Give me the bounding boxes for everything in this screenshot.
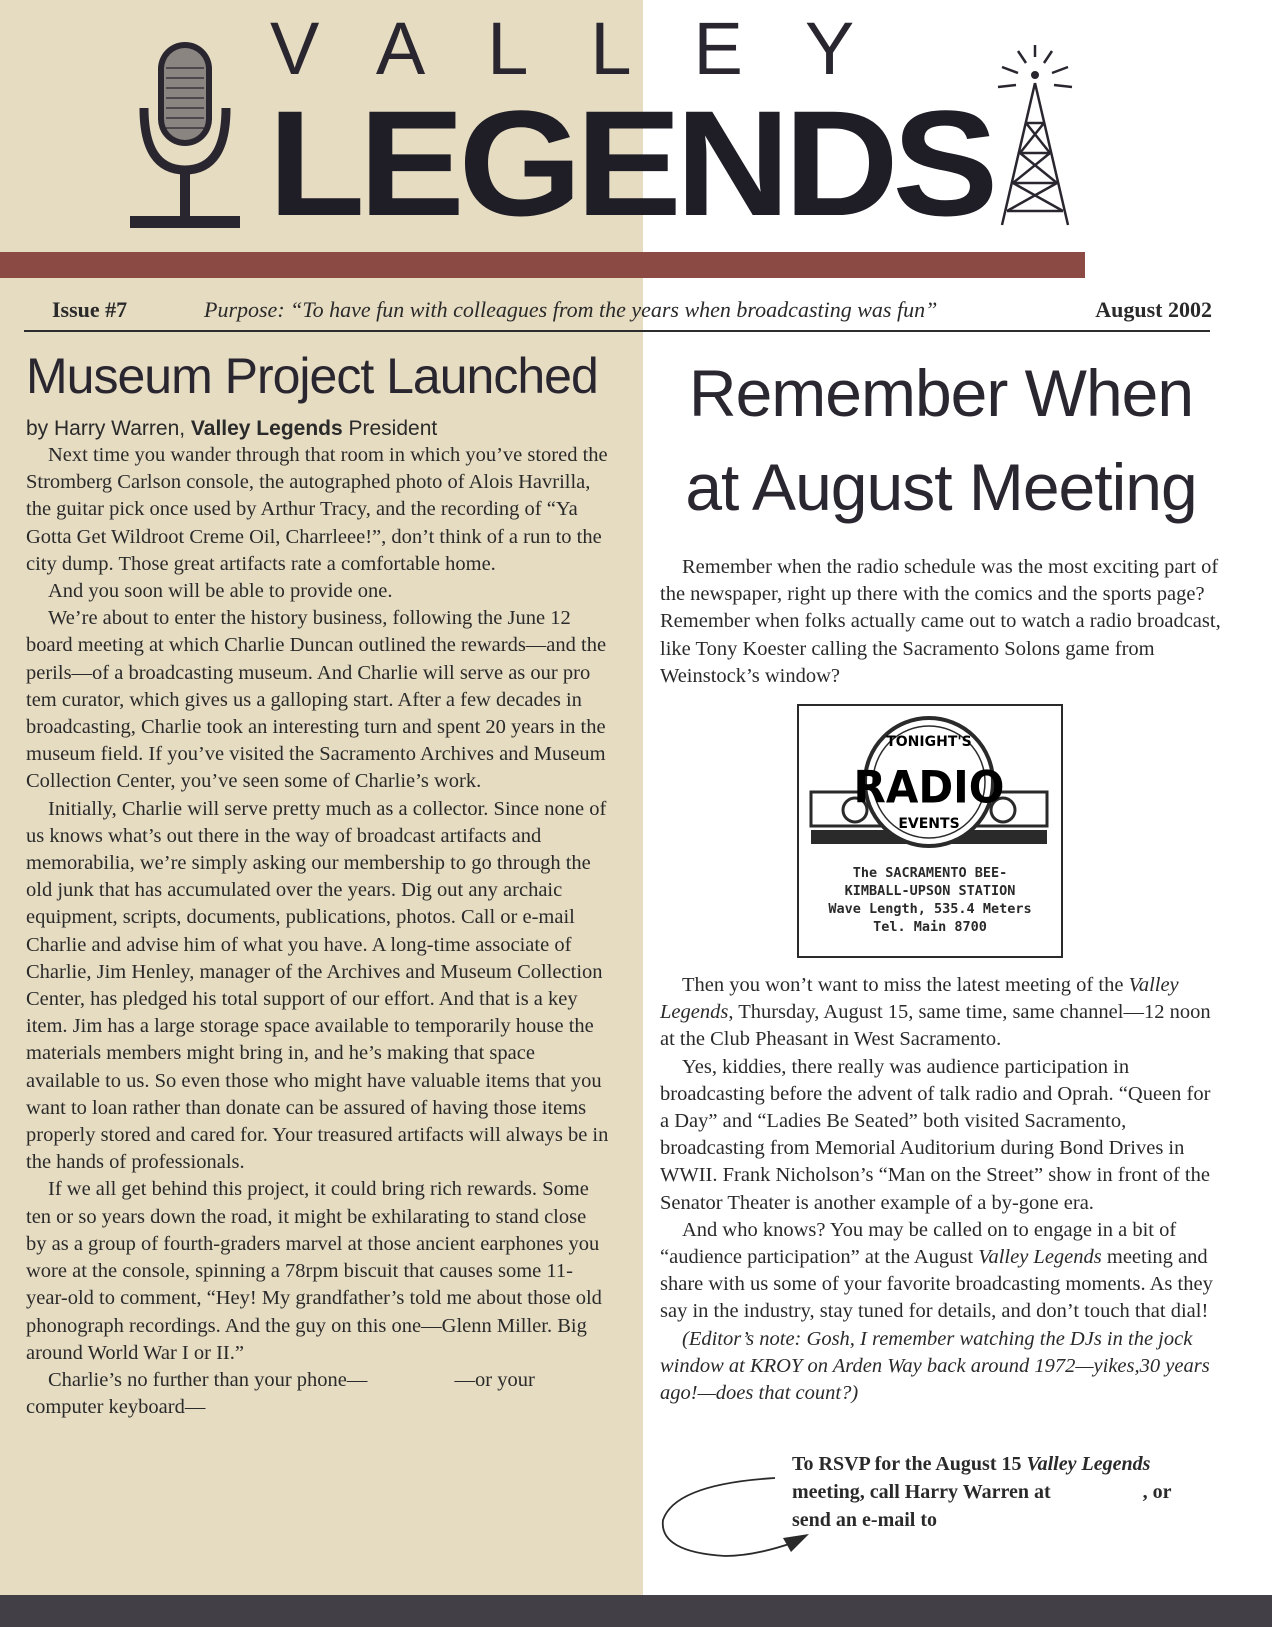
bottom-bar [0,1595,1272,1627]
left-article [26,346,611,1421]
radio-events-ad [797,704,1063,958]
rsvp-line2 [792,1478,1232,1506]
radio-tower-icon [990,35,1080,230]
left-paragraph: Next time you wander through that room in which you’ve stored the Stromberg Carlson console, the autographed photo of Alois Havrilla, the guitar pick once used by Arthur Tracy, and the recording of “Ya Gotta Get Wildroot Creme Oil, Charrleee!”, don’t think of a run to the city dump. Those great artifacts rate a comfortable home. [26,444,608,575]
ad-bottom-text: EVENTS [898,816,960,833]
text-span: , or [1142,1481,1172,1503]
left-paragraph: Charlie’s no further than your phone— —or your computer keyboard— [26,1368,540,1419]
right-article [660,346,1222,1407]
byline [26,416,611,442]
microphone-icon [130,38,240,234]
right-paragraph [660,972,1222,1054]
text-span: Then you won’t want to miss the latest meeting of the [682,974,1129,997]
rsvp-note [792,1450,1232,1534]
ad-line4: Tel. Main 8700 [873,919,987,936]
right-title-line2: at August Meeting [685,450,1197,524]
text-span: meeting, call Harry Warren at [792,1481,1051,1503]
left-paragraph: Initially, Charlie will serve pretty much as a collector. Since none of us knows what’s out there in the way of broadcast artifacts and memorabilia, we’re simply asking our membership to go through the old junk that has accumulated over the years. Dig out any archaic equipment, scripts, documents, publications, photos. Call or e-mail Charlie and advise him of what you have. A long-time associate of Charlie, Jim Henley, manager of the Archives and Museum Collection Center, has pledged his total support of our effort. And that is a key item. Jim has a large storage space available to temporarily house the materials members might bring in, and he’s making that space available to us. So even those who might have valuable items that you want to loan rather than donate can be assured of having those items properly stored and cared for. Your treasured artifacts will always be in the hands of professionals. [26,797,609,1174]
masthead-valley: VALLEY [270,7,917,90]
left-article-title: Museum Project Launched [26,348,598,404]
editor-note: (Editor’s note: Gosh, I remember watching the DJs in the jock window at KROY on Arden Way back around 1972—yikes,30 years ago!—does that count?) [660,1327,1210,1405]
issue-date: August 2002 [1095,297,1212,322]
header-divider [24,330,1210,332]
ad-line2: KIMBALL-UPSON STATION [844,883,1016,900]
byline-org: Valley Legends [190,417,343,440]
newsletter-name: Valley Legends [1026,1453,1151,1475]
left-paragraph: We’re about to enter the history business, following the June 12 board meeting at which Charlie Duncan outlined the rewards—and the perils—of a broadcasting museum. And Charlie will serve as our pro tem curator, which gives us a galloping start. After a few decades in broadcasting, Charlie took an interesting turn and spent 20 years in the museum field. If you’ve visited the Sacramento Archives and Museum Collection Center, you’ve seen some of Charlie’s work. [26,607,607,793]
text-span: To RSVP for the August 15 [792,1453,1027,1475]
right-title-line1: Remember When [688,356,1194,430]
byline-prefix: by Harry Warren, [26,417,191,440]
byline-suffix: President [342,417,438,440]
newsletter-name: Valley Legends [660,974,1179,1024]
left-paragraph: And you soon will be able to provide one. [48,580,393,603]
issue-number: Issue #7 [52,297,128,322]
newsletter-name: Valley Legends [978,1246,1102,1269]
ad-middle-text: RADIO [853,762,1005,814]
right-article-title [660,346,1222,554]
text-span: And who knows? You may be called on to engage in a bit of “audience participation” at the August [660,1218,1177,1269]
radio-ad-illustration [805,710,1053,862]
left-paragraph: If we all get behind this project, it could bring rich rewards. Some ten or so years down the road, it might be exhilarating to stand close by as a group of fourth-graders marvel at those ancient earphones you wore at the console, spinning a 78rpm biscuit that causes some 11-year-old to comment, “Hey! My grandfather’s told me about those old phonograph recordings. And the guy on this one—Glenn Miller. Big around World War I or II.” [26,1178,602,1364]
right-intro: Remember when the radio schedule was the most exciting part of the newspaper, right up there with the comics and the sports page? Remember when folks actually came out to watch a radio broadcast, like Tony Koester calling the Sacramento Solons game from Weinstock’s window? [660,556,1221,687]
rsvp-line3: send an e-mail to [792,1509,937,1531]
right-paragraph: Yes, kiddies, there really was audience participation in broadcasting before the advent of talk radio and Oprah. “Queen for a Day” and “Ladies Be Seated” both visited Sacramento, broadcasting from Memorial Auditorium during Bond Drives in WWII. Frank Nicholson’s “Man on the Street” show in front of the Senator Theater is another example of a by-gone era. [660,1055,1211,1214]
right-paragraph [660,1217,1222,1326]
text-span: meeting and share with us some of your favorite broadcasting moments. As they say in the industry, stay tuned for details, and don’t touch that dial! [660,1246,1213,1323]
ad-line1: The SACRAMENTO BEE- [852,865,1008,882]
masthead [0,0,1272,250]
ad-top-text: TONIGHT'S [886,734,972,751]
ad-caption [799,864,1061,936]
rsvp-line1 [792,1450,1232,1478]
masthead-legends: LEGENDS [268,79,993,247]
purpose-statement: Purpose: “To have fun with colleagues from the years when broadcasting was fun” [204,297,938,322]
text-span: , Thursday, August 15, same time, same channel—12 noon at the Club Pheasant in West Sacramento. [660,1001,1211,1051]
ad-line3: Wave Length, 535.4 Meters [828,901,1032,918]
masthead-red-rule [0,252,1085,278]
issue-line [52,297,1212,327]
